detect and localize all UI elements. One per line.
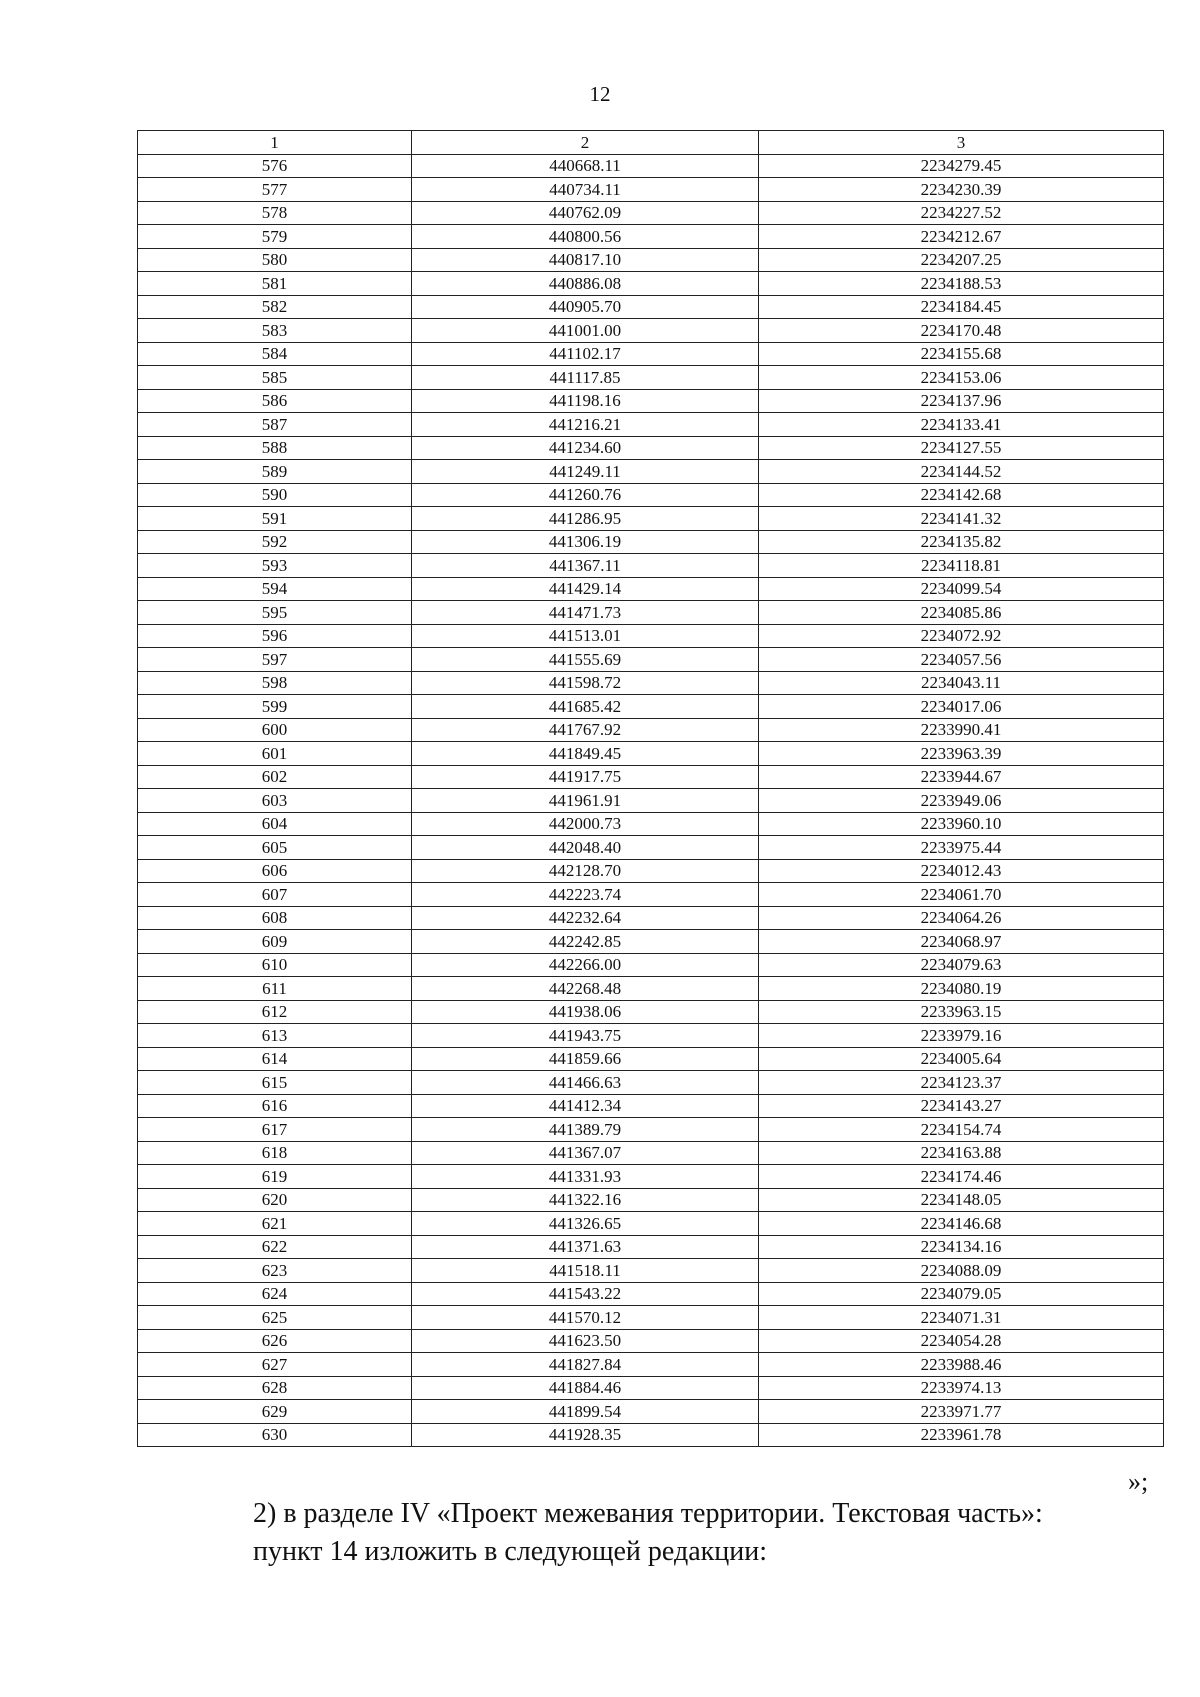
- y-coordinate-cell: 2234153.06: [759, 366, 1164, 390]
- point-number-cell: 619: [138, 1165, 412, 1189]
- table-row: [138, 1165, 1164, 1189]
- table-row: [138, 977, 1164, 1001]
- y-coordinate-cell: 2234080.19: [759, 977, 1164, 1001]
- x-coordinate-cell: 441371.63: [412, 1235, 759, 1259]
- y-coordinate-cell: 2234043.11: [759, 671, 1164, 695]
- point-number-cell: 581: [138, 272, 412, 296]
- y-coordinate-cell: 2233963.39: [759, 742, 1164, 766]
- y-coordinate-cell: 2234133.41: [759, 413, 1164, 437]
- y-coordinate-cell: 2234137.96: [759, 389, 1164, 413]
- point-number-cell: 577: [138, 178, 412, 202]
- point-number-cell: 601: [138, 742, 412, 766]
- x-coordinate-cell: 441513.01: [412, 624, 759, 648]
- y-coordinate-cell: 2234057.56: [759, 648, 1164, 672]
- table-row: [138, 906, 1164, 930]
- x-coordinate-cell: 441917.75: [412, 765, 759, 789]
- table-row: [138, 601, 1164, 625]
- y-coordinate-cell: 2234085.86: [759, 601, 1164, 625]
- x-coordinate-cell: 441518.11: [412, 1259, 759, 1283]
- point-number-cell: 615: [138, 1071, 412, 1095]
- point-number-cell: 625: [138, 1306, 412, 1330]
- y-coordinate-cell: 2234144.52: [759, 460, 1164, 484]
- point-number-cell: 600: [138, 718, 412, 742]
- x-coordinate-cell: 441943.75: [412, 1024, 759, 1048]
- column-header-x: 2: [412, 131, 759, 155]
- table-row: [138, 413, 1164, 437]
- table-row: [138, 930, 1164, 954]
- column-header-y: 3: [759, 131, 1164, 155]
- point-number-cell: 592: [138, 530, 412, 554]
- table-row: [138, 812, 1164, 836]
- point-number-cell: 595: [138, 601, 412, 625]
- x-coordinate-cell: 441322.16: [412, 1188, 759, 1212]
- y-coordinate-cell: 2233975.44: [759, 836, 1164, 860]
- x-coordinate-cell: 441767.92: [412, 718, 759, 742]
- x-coordinate-cell: 441412.34: [412, 1094, 759, 1118]
- instruction-line: 2) в разделе IV «Проект межевания территории. Текстовая часть»:: [253, 1498, 1043, 1529]
- y-coordinate-cell: 2234141.32: [759, 507, 1164, 531]
- table-row: [138, 648, 1164, 672]
- point-number-cell: 599: [138, 695, 412, 719]
- y-coordinate-cell: 2234079.05: [759, 1282, 1164, 1306]
- column-header-number: 1: [138, 131, 412, 155]
- point-number-cell: 629: [138, 1400, 412, 1424]
- table-row: [138, 1141, 1164, 1165]
- y-coordinate-cell: 2233971.77: [759, 1400, 1164, 1424]
- point-number-cell: 612: [138, 1000, 412, 1024]
- y-coordinate-cell: 2234135.82: [759, 530, 1164, 554]
- y-coordinate-cell: 2234118.81: [759, 554, 1164, 578]
- table-row: [138, 178, 1164, 202]
- y-coordinate-cell: 2234212.67: [759, 225, 1164, 249]
- point-number-cell: 614: [138, 1047, 412, 1071]
- point-number-cell: 607: [138, 883, 412, 907]
- y-coordinate-cell: 2233960.10: [759, 812, 1164, 836]
- x-coordinate-cell: 441961.91: [412, 789, 759, 813]
- x-coordinate-cell: 441198.16: [412, 389, 759, 413]
- point-number-cell: 588: [138, 436, 412, 460]
- x-coordinate-cell: 441598.72: [412, 671, 759, 695]
- point-number-cell: 606: [138, 859, 412, 883]
- x-coordinate-cell: 441389.79: [412, 1118, 759, 1142]
- point-number-cell: 580: [138, 248, 412, 272]
- x-coordinate-cell: 441326.65: [412, 1212, 759, 1236]
- y-coordinate-cell: 2233949.06: [759, 789, 1164, 813]
- y-coordinate-cell: 2234143.27: [759, 1094, 1164, 1118]
- table-row: [138, 1259, 1164, 1283]
- point-number-cell: 587: [138, 413, 412, 437]
- table-row: [138, 859, 1164, 883]
- x-coordinate-cell: 441543.22: [412, 1282, 759, 1306]
- point-number-cell: 622: [138, 1235, 412, 1259]
- y-coordinate-cell: 2234134.16: [759, 1235, 1164, 1259]
- table-row: [138, 389, 1164, 413]
- x-coordinate-cell: 441306.19: [412, 530, 759, 554]
- table-row: [138, 1353, 1164, 1377]
- point-number-cell: 582: [138, 295, 412, 319]
- x-coordinate-cell: 441249.11: [412, 460, 759, 484]
- table-row: [138, 742, 1164, 766]
- x-coordinate-cell: 441827.84: [412, 1353, 759, 1377]
- table-row: [138, 1188, 1164, 1212]
- table-row: [138, 883, 1164, 907]
- x-coordinate-cell: 441849.45: [412, 742, 759, 766]
- point-number-cell: 604: [138, 812, 412, 836]
- table-row: [138, 319, 1164, 343]
- x-coordinate-cell: 442223.74: [412, 883, 759, 907]
- point-number-cell: 611: [138, 977, 412, 1001]
- point-number-cell: 617: [138, 1118, 412, 1142]
- y-coordinate-cell: 2234184.45: [759, 295, 1164, 319]
- x-coordinate-cell: 441466.63: [412, 1071, 759, 1095]
- point-number-cell: 602: [138, 765, 412, 789]
- y-coordinate-cell: 2234017.06: [759, 695, 1164, 719]
- coordinates-table: [137, 130, 1164, 1447]
- point-number-cell: 591: [138, 507, 412, 531]
- table-row: [138, 1282, 1164, 1306]
- table-row: [138, 1329, 1164, 1353]
- y-coordinate-cell: 2234061.70: [759, 883, 1164, 907]
- point-number-cell: 596: [138, 624, 412, 648]
- point-number-cell: 584: [138, 342, 412, 366]
- x-coordinate-cell: 441555.69: [412, 648, 759, 672]
- point-number-cell: 593: [138, 554, 412, 578]
- y-coordinate-cell: 2234174.46: [759, 1165, 1164, 1189]
- point-number-cell: 618: [138, 1141, 412, 1165]
- table-row: [138, 1400, 1164, 1424]
- point-number-cell: 609: [138, 930, 412, 954]
- y-coordinate-cell: 2234064.26: [759, 906, 1164, 930]
- point-number-cell: 590: [138, 483, 412, 507]
- x-coordinate-cell: 441623.50: [412, 1329, 759, 1353]
- point-number-cell: 594: [138, 577, 412, 601]
- table-row: [138, 1047, 1164, 1071]
- point-number-cell: 628: [138, 1376, 412, 1400]
- table-row: [138, 272, 1164, 296]
- table-row: [138, 1024, 1164, 1048]
- x-coordinate-cell: 441859.66: [412, 1047, 759, 1071]
- table-row: [138, 1423, 1164, 1447]
- y-coordinate-cell: 2234071.31: [759, 1306, 1164, 1330]
- table-row: [138, 1000, 1164, 1024]
- y-coordinate-cell: 2234054.28: [759, 1329, 1164, 1353]
- table-row: [138, 507, 1164, 531]
- x-coordinate-cell: 440800.56: [412, 225, 759, 249]
- table-row: [138, 366, 1164, 390]
- table-row: [138, 225, 1164, 249]
- y-coordinate-cell: 2234230.39: [759, 178, 1164, 202]
- x-coordinate-cell: 441001.00: [412, 319, 759, 343]
- x-coordinate-cell: 440905.70: [412, 295, 759, 319]
- x-coordinate-cell: 441367.11: [412, 554, 759, 578]
- y-coordinate-cell: 2233990.41: [759, 718, 1164, 742]
- y-coordinate-cell: 2233988.46: [759, 1353, 1164, 1377]
- table-row: [138, 201, 1164, 225]
- point-number-cell: 583: [138, 319, 412, 343]
- x-coordinate-cell: 441938.06: [412, 1000, 759, 1024]
- point-number-cell: 616: [138, 1094, 412, 1118]
- instruction-line: пункт 14 изложить в следующей редакции:: [253, 1536, 767, 1567]
- x-coordinate-cell: 440734.11: [412, 178, 759, 202]
- table-row: [138, 836, 1164, 860]
- x-coordinate-cell: 441331.93: [412, 1165, 759, 1189]
- table-row: [138, 671, 1164, 695]
- point-number-cell: 605: [138, 836, 412, 860]
- y-coordinate-cell: 2234207.25: [759, 248, 1164, 272]
- point-number-cell: 620: [138, 1188, 412, 1212]
- point-number-cell: 589: [138, 460, 412, 484]
- table-body: [138, 154, 1164, 1447]
- y-coordinate-cell: 2234142.68: [759, 483, 1164, 507]
- x-coordinate-cell: 442128.70: [412, 859, 759, 883]
- table-row: [138, 483, 1164, 507]
- table-row: [138, 695, 1164, 719]
- table-row: [138, 577, 1164, 601]
- x-coordinate-cell: 441286.95: [412, 507, 759, 531]
- x-coordinate-cell: 441884.46: [412, 1376, 759, 1400]
- point-number-cell: 586: [138, 389, 412, 413]
- table-row: [138, 1235, 1164, 1259]
- y-coordinate-cell: 2234155.68: [759, 342, 1164, 366]
- point-number-cell: 576: [138, 154, 412, 178]
- point-number-cell: 597: [138, 648, 412, 672]
- table-row: [138, 460, 1164, 484]
- point-number-cell: 623: [138, 1259, 412, 1283]
- y-coordinate-cell: 2234072.92: [759, 624, 1164, 648]
- table-row: [138, 953, 1164, 977]
- point-number-cell: 603: [138, 789, 412, 813]
- x-coordinate-cell: 442000.73: [412, 812, 759, 836]
- table-row: [138, 1071, 1164, 1095]
- x-coordinate-cell: 441260.76: [412, 483, 759, 507]
- table-row: [138, 765, 1164, 789]
- y-coordinate-cell: 2233974.13: [759, 1376, 1164, 1400]
- table-row: [138, 295, 1164, 319]
- x-coordinate-cell: 441899.54: [412, 1400, 759, 1424]
- x-coordinate-cell: 441471.73: [412, 601, 759, 625]
- table-row: [138, 342, 1164, 366]
- closing-quote: »;: [1128, 1467, 1149, 1496]
- point-number-cell: 610: [138, 953, 412, 977]
- table-row: [138, 1212, 1164, 1236]
- table-row: [138, 436, 1164, 460]
- x-coordinate-cell: 440668.11: [412, 154, 759, 178]
- x-coordinate-cell: 441117.85: [412, 366, 759, 390]
- table-row: [138, 624, 1164, 648]
- table-row: [138, 1306, 1164, 1330]
- table-row: [138, 154, 1164, 178]
- table-row: [138, 554, 1164, 578]
- x-coordinate-cell: 441234.60: [412, 436, 759, 460]
- x-coordinate-cell: 441102.17: [412, 342, 759, 366]
- y-coordinate-cell: 2234012.43: [759, 859, 1164, 883]
- y-coordinate-cell: 2234099.54: [759, 577, 1164, 601]
- x-coordinate-cell: 441429.14: [412, 577, 759, 601]
- y-coordinate-cell: 2234127.55: [759, 436, 1164, 460]
- point-number-cell: 598: [138, 671, 412, 695]
- y-coordinate-cell: 2234005.64: [759, 1047, 1164, 1071]
- point-number-cell: 613: [138, 1024, 412, 1048]
- x-coordinate-cell: 441367.07: [412, 1141, 759, 1165]
- table-row: [138, 248, 1164, 272]
- y-coordinate-cell: 2234188.53: [759, 272, 1164, 296]
- y-coordinate-cell: 2234154.74: [759, 1118, 1164, 1142]
- point-number-cell: 630: [138, 1423, 412, 1447]
- y-coordinate-cell: 2234068.97: [759, 930, 1164, 954]
- x-coordinate-cell: 440817.10: [412, 248, 759, 272]
- table-row: [138, 530, 1164, 554]
- y-coordinate-cell: 2233961.78: [759, 1423, 1164, 1447]
- point-number-cell: 626: [138, 1329, 412, 1353]
- y-coordinate-cell: 2233944.67: [759, 765, 1164, 789]
- y-coordinate-cell: 2233963.15: [759, 1000, 1164, 1024]
- x-coordinate-cell: 440762.09: [412, 201, 759, 225]
- table-row: [138, 718, 1164, 742]
- point-number-cell: 579: [138, 225, 412, 249]
- y-coordinate-cell: 2234170.48: [759, 319, 1164, 343]
- x-coordinate-cell: 442268.48: [412, 977, 759, 1001]
- x-coordinate-cell: 441928.35: [412, 1423, 759, 1447]
- point-number-cell: 585: [138, 366, 412, 390]
- x-coordinate-cell: 442242.85: [412, 930, 759, 954]
- point-number-cell: 578: [138, 201, 412, 225]
- y-coordinate-cell: 2234088.09: [759, 1259, 1164, 1283]
- y-coordinate-cell: 2234148.05: [759, 1188, 1164, 1212]
- table-row: [138, 789, 1164, 813]
- point-number-cell: 608: [138, 906, 412, 930]
- table-row: [138, 1376, 1164, 1400]
- y-coordinate-cell: 2234279.45: [759, 154, 1164, 178]
- table-row: [138, 1094, 1164, 1118]
- table-row: [138, 1118, 1164, 1142]
- instruction-paragraph: [253, 1495, 1173, 1571]
- y-coordinate-cell: 2234227.52: [759, 201, 1164, 225]
- x-coordinate-cell: 442048.40: [412, 836, 759, 860]
- x-coordinate-cell: 440886.08: [412, 272, 759, 296]
- point-number-cell: 627: [138, 1353, 412, 1377]
- table-header-row: [138, 131, 1164, 155]
- x-coordinate-cell: 441570.12: [412, 1306, 759, 1330]
- y-coordinate-cell: 2234163.88: [759, 1141, 1164, 1165]
- x-coordinate-cell: 442232.64: [412, 906, 759, 930]
- point-number-cell: 624: [138, 1282, 412, 1306]
- y-coordinate-cell: 2233979.16: [759, 1024, 1164, 1048]
- x-coordinate-cell: 441685.42: [412, 695, 759, 719]
- point-number-cell: 621: [138, 1212, 412, 1236]
- y-coordinate-cell: 2234123.37: [759, 1071, 1164, 1095]
- page-number: 12: [589, 82, 611, 106]
- x-coordinate-cell: 441216.21: [412, 413, 759, 437]
- y-coordinate-cell: 2234146.68: [759, 1212, 1164, 1236]
- y-coordinate-cell: 2234079.63: [759, 953, 1164, 977]
- x-coordinate-cell: 442266.00: [412, 953, 759, 977]
